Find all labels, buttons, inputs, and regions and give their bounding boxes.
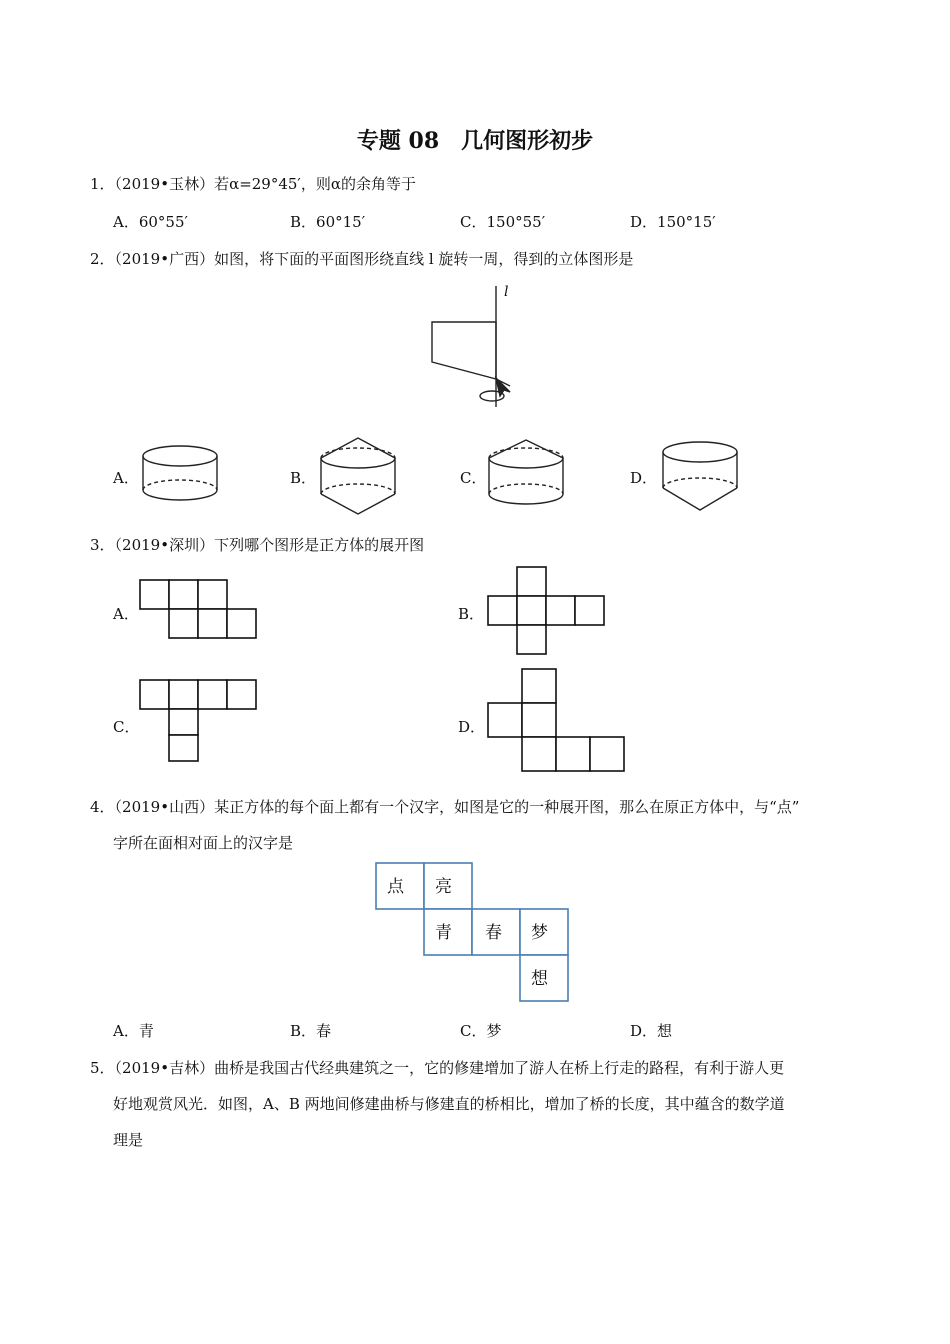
q2-option-c: C． [460, 469, 487, 487]
q2-shape-a-cylinder [142, 444, 222, 508]
q2-rotation-figure [420, 282, 530, 412]
q4-option-d: D．想 [630, 1022, 673, 1040]
q2-shape-d-cylinder-cone-bottom [662, 440, 742, 520]
q4-face-chun: 春 [485, 923, 502, 943]
q3-option-b: B． [458, 605, 485, 623]
q4-face-qing: 青 [435, 923, 452, 943]
q2-axis-label: l [504, 284, 509, 300]
q2-option-d: D． [630, 469, 658, 487]
q1-option-c: C．150°55′ [460, 213, 546, 231]
q4-option-b: B．春 [290, 1022, 332, 1040]
q2-shape-c-cone-top-cylinder [488, 438, 568, 508]
q3-option-c: C． [113, 718, 140, 736]
q4-face-meng: 梦 [531, 923, 548, 943]
q3-net-a [140, 580, 260, 640]
q2-trapezoid [432, 322, 496, 379]
question-5-line3: 理是 [113, 1131, 144, 1149]
q3-option-a: A． [113, 605, 139, 623]
question-5-line1: 5．（2019•吉林）曲桥是我国古代经典建筑之一，它的修建增加了游人在桥上行走的路程，有利于游人更 [90, 1059, 785, 1077]
q2-option-b: B． [290, 469, 317, 487]
question-1-stem: 1．（2019•玉林）若α=29°45′，则α的余角等于 [90, 175, 416, 193]
q3-net-c [140, 680, 260, 764]
question-4-stem-line1: 4．（2019•山西）某正方体的每个面上都有一个汉字，如图是它的一种展开图，那么在原正方体中，与“点” [90, 798, 800, 816]
q3-net-d [488, 669, 628, 773]
question-5-line2: 好地观赏风光．如图，A、B 两地间修建曲桥与修建直的桥相比，增加了桥的长度，其中蕴含的数学道 [113, 1095, 785, 1113]
question-2-stem: 2．（2019•广西）如图，将下面的平面图形绕直线 l 旋转一周，得到的立体图形是 [90, 250, 634, 268]
question-3-stem: 3．（2019•深圳）下列哪个图形是正方体的展开图 [90, 536, 425, 554]
q4-option-c: C．梦 [460, 1022, 502, 1040]
q3-option-d: D． [458, 718, 486, 736]
q1-option-b: B．60°15′ [290, 213, 366, 231]
q4-face-xiang: 想 [531, 969, 548, 989]
q4-cube-net [376, 863, 576, 1005]
page-title: 专题 08 几何图形初步 [356, 128, 594, 154]
q1-option-a: A．60°55′ [113, 213, 188, 231]
q2-shape-b-double-cone-cylinder [320, 436, 400, 520]
q3-net-b [488, 567, 608, 657]
q4-face-dian: 点 [387, 877, 404, 897]
question-4-stem-line2: 字所在面相对面上的汉字是 [113, 834, 294, 852]
q4-option-a: A．青 [113, 1022, 154, 1040]
q1-option-d: D．150°15′ [630, 213, 716, 231]
q4-face-liang: 亮 [435, 877, 452, 897]
q2-option-a: A． [113, 469, 139, 487]
